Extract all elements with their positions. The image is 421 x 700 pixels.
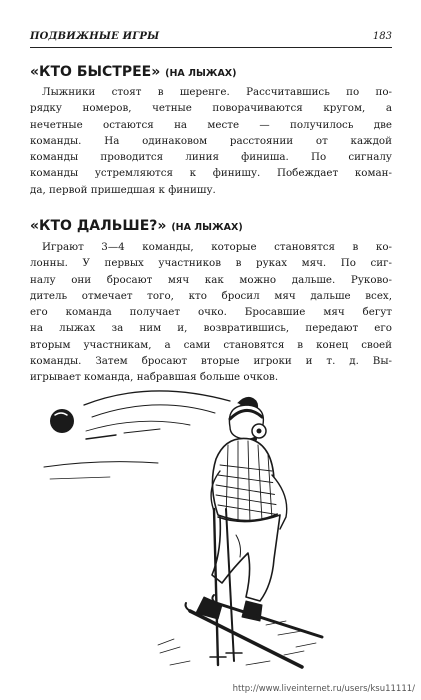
body-line: игрывает команда, набравшая больше очков. <box>30 371 279 384</box>
section-title-kto-dalshe <box>30 218 243 234</box>
running-head <box>30 31 392 48</box>
body-line: команды устремляются к финишу. Побеждает коман- <box>30 167 392 180</box>
skier-throwing-ball-icon <box>40 375 330 675</box>
body-line: Играют 3—4 команды, которые становятся в ко- <box>42 241 392 253</box>
body-line: лонны. У первых участников в руках мяч. По сиг- <box>30 257 392 270</box>
body-line: команды проводится линия финиша. По сигналу <box>30 151 392 164</box>
body-line: да, первой пришедшая к финишу. <box>30 183 216 196</box>
body-line: Лыжники стоят в шеренге. Рассчитавшись по по- <box>42 86 392 98</box>
section-body-kto-dalshe <box>30 239 392 386</box>
page-number: 183 <box>372 31 392 42</box>
section-title-text: «КТО БЫСТРЕЕ» <box>30 64 161 80</box>
body-line: дитель отмечает того, кто бросил мяч дальше всех, <box>30 289 392 302</box>
section-title-text: «КТО ДАЛЬШЕ?» <box>30 218 167 234</box>
section-title-kto-bystree <box>30 64 236 80</box>
body-line: его команда получает очко. Бросавшие мяч бегут <box>30 306 392 319</box>
body-line: команды. Затем бросают вторые игроки и т. д. Вы- <box>30 355 392 368</box>
section-subtitle: (НА ЛЫЖАХ) <box>171 222 243 233</box>
running-title: ПОДВИЖНЫЕ ИГРЫ <box>30 31 160 42</box>
watermark-url: http://www.liveinternet.ru/users/ksu11111/ <box>232 684 415 694</box>
body-line: нечетные остаются на месте — получилось две <box>30 118 392 131</box>
skier-illustration <box>40 375 330 679</box>
body-line: налу они бросают мяч как можно дальше. Руково- <box>30 273 392 286</box>
body-line: вторым участникам, а сами становятся в конец своей <box>30 338 392 351</box>
body-line: рядку номеров, четные поворачиваются кругом, а <box>30 102 392 115</box>
section-body-kto-bystree <box>30 84 392 198</box>
section-subtitle: (НА ЛЫЖАХ) <box>165 68 237 79</box>
body-line: на лыжах за ним и, возвратившись, передают его <box>30 322 392 335</box>
body-line: команды. На одинаковом расстоянии от каждой <box>30 134 392 147</box>
